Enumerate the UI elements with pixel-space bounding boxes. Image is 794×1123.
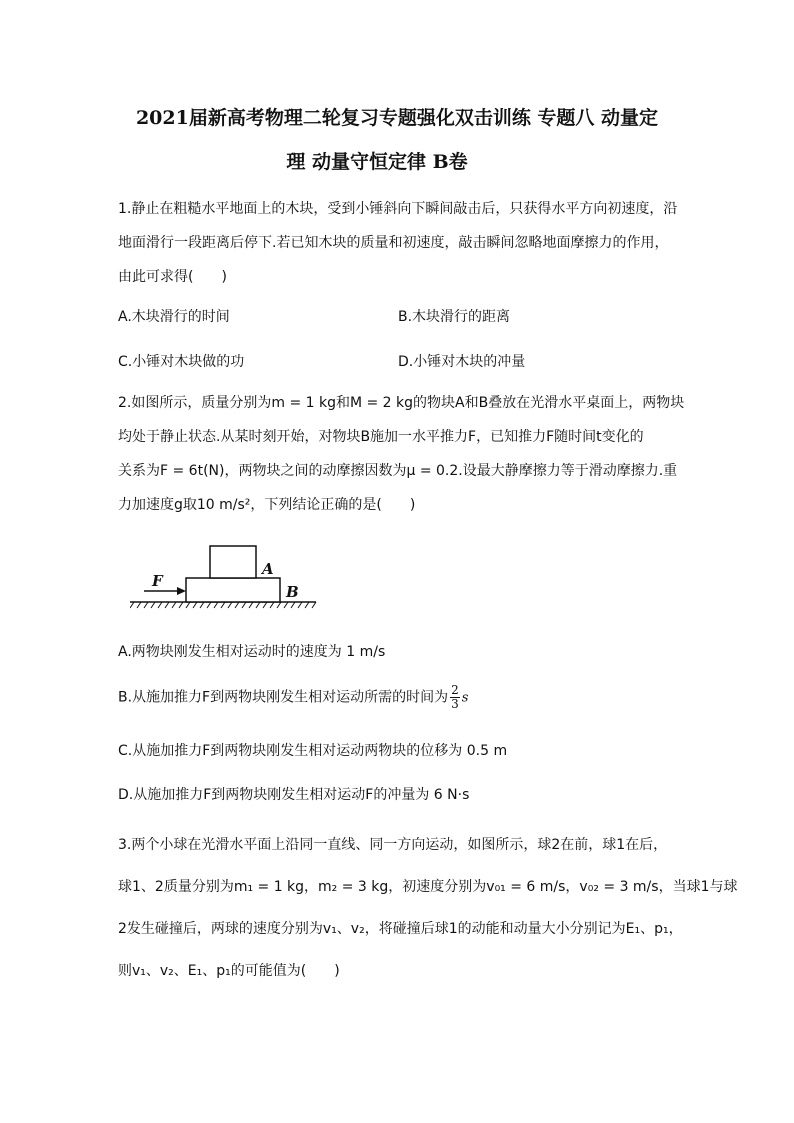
question-1-line: 地面滑行一段距离后停下.若已知木块的质量和初速度，敲击瞬间忽略地面摩擦力的作用， <box>118 235 669 251</box>
label-f: F <box>152 572 163 590</box>
label-a: A <box>262 560 274 578</box>
force-arrow-icon <box>177 587 186 595</box>
question-2-option-c: C.从施加推力F到两物块刚发生相对运动两物块的位移为 0.5 m <box>118 743 508 759</box>
question-1-stem <box>118 192 690 294</box>
question-1-option-c: C.小锤对木块做的功 <box>118 354 245 370</box>
question-3-line: 2发生碰撞后，两球的速度分别为v₁、v₂，将碰撞后球1的动能和动量大小分别记为E₁、p₁， <box>118 921 683 937</box>
block-diagram <box>130 540 320 620</box>
fraction-numerator: 2 <box>451 683 459 697</box>
question-1-option-d: D.小锤对木块的冲量 <box>398 354 526 370</box>
question-1-line: 1.静止在粗糙水平地面上的木块，受到小锤斜向下瞬间敲击后，只获得水平方向初速度，沿 <box>118 201 678 217</box>
title-line-2: 理 动量守恒定律 B卷 <box>286 151 468 173</box>
question-2-line: 力加速度g取10 m/s²，下列结论正确的是( ) <box>118 497 416 513</box>
ground-hatching <box>130 602 316 608</box>
question-2-option-b-text: B.从施加推力F到两物块刚发生相对运动所需的时间为 <box>118 689 449 706</box>
block-b <box>186 578 280 602</box>
label-b: B <box>286 583 299 601</box>
question-2-stem <box>118 386 690 522</box>
fraction-denominator: 3 <box>451 697 459 711</box>
question-3-line: 3.两个小球在光滑水平面上沿同一直线、同一方向运动，如图所示，球2在前，球1在后， <box>118 837 668 853</box>
question-3-stem <box>118 824 738 992</box>
fraction <box>450 684 460 711</box>
question-1-line: 由此可求得( ) <box>118 269 227 285</box>
question-2-line: 关系为F = 6t(N)，两物块之间的动摩擦因数为μ = 0.2.设最大静摩擦力等于滑动摩擦力.重 <box>118 463 678 479</box>
question-2-line: 均处于静止状态.从某时刻开始，对物块B施加一水平推力F，已知推力F随时间t变化的 <box>118 429 644 445</box>
question-2-option-d: D.从施加推力F到两物块刚发生相对运动F的冲量为 6 N·s <box>118 787 470 803</box>
block-a <box>210 546 256 578</box>
page-title <box>110 96 684 184</box>
question-2-line: 2.如图所示，质量分别为m = 1 kg和M = 2 kg的物块A和B叠放在光滑水平桌面上，两物块 <box>118 395 685 411</box>
question-2-option-b <box>118 684 468 711</box>
question-2-option-a: A.两物块刚发生相对运动时的速度为 1 m/s <box>118 644 386 660</box>
title-line-1: 2021届新高考物理二轮复习专题强化双击训练 专题八 动量定 <box>135 107 659 129</box>
question-3-line: 球1、2质量分别为m₁ = 1 kg，m₂ = 3 kg，初速度分别为v₀₁ = 6 m/s，v₀₂ = 3 m/s，当球1与球 <box>118 879 738 895</box>
question-1-option-a: A.木块滑行的时间 <box>118 309 230 325</box>
unit-seconds: s <box>461 690 469 706</box>
question-1-option-b: B.木块滑行的距离 <box>398 309 511 325</box>
question-3-line: 则v₁、v₂、E₁、p₁的可能值为( ) <box>118 963 340 979</box>
